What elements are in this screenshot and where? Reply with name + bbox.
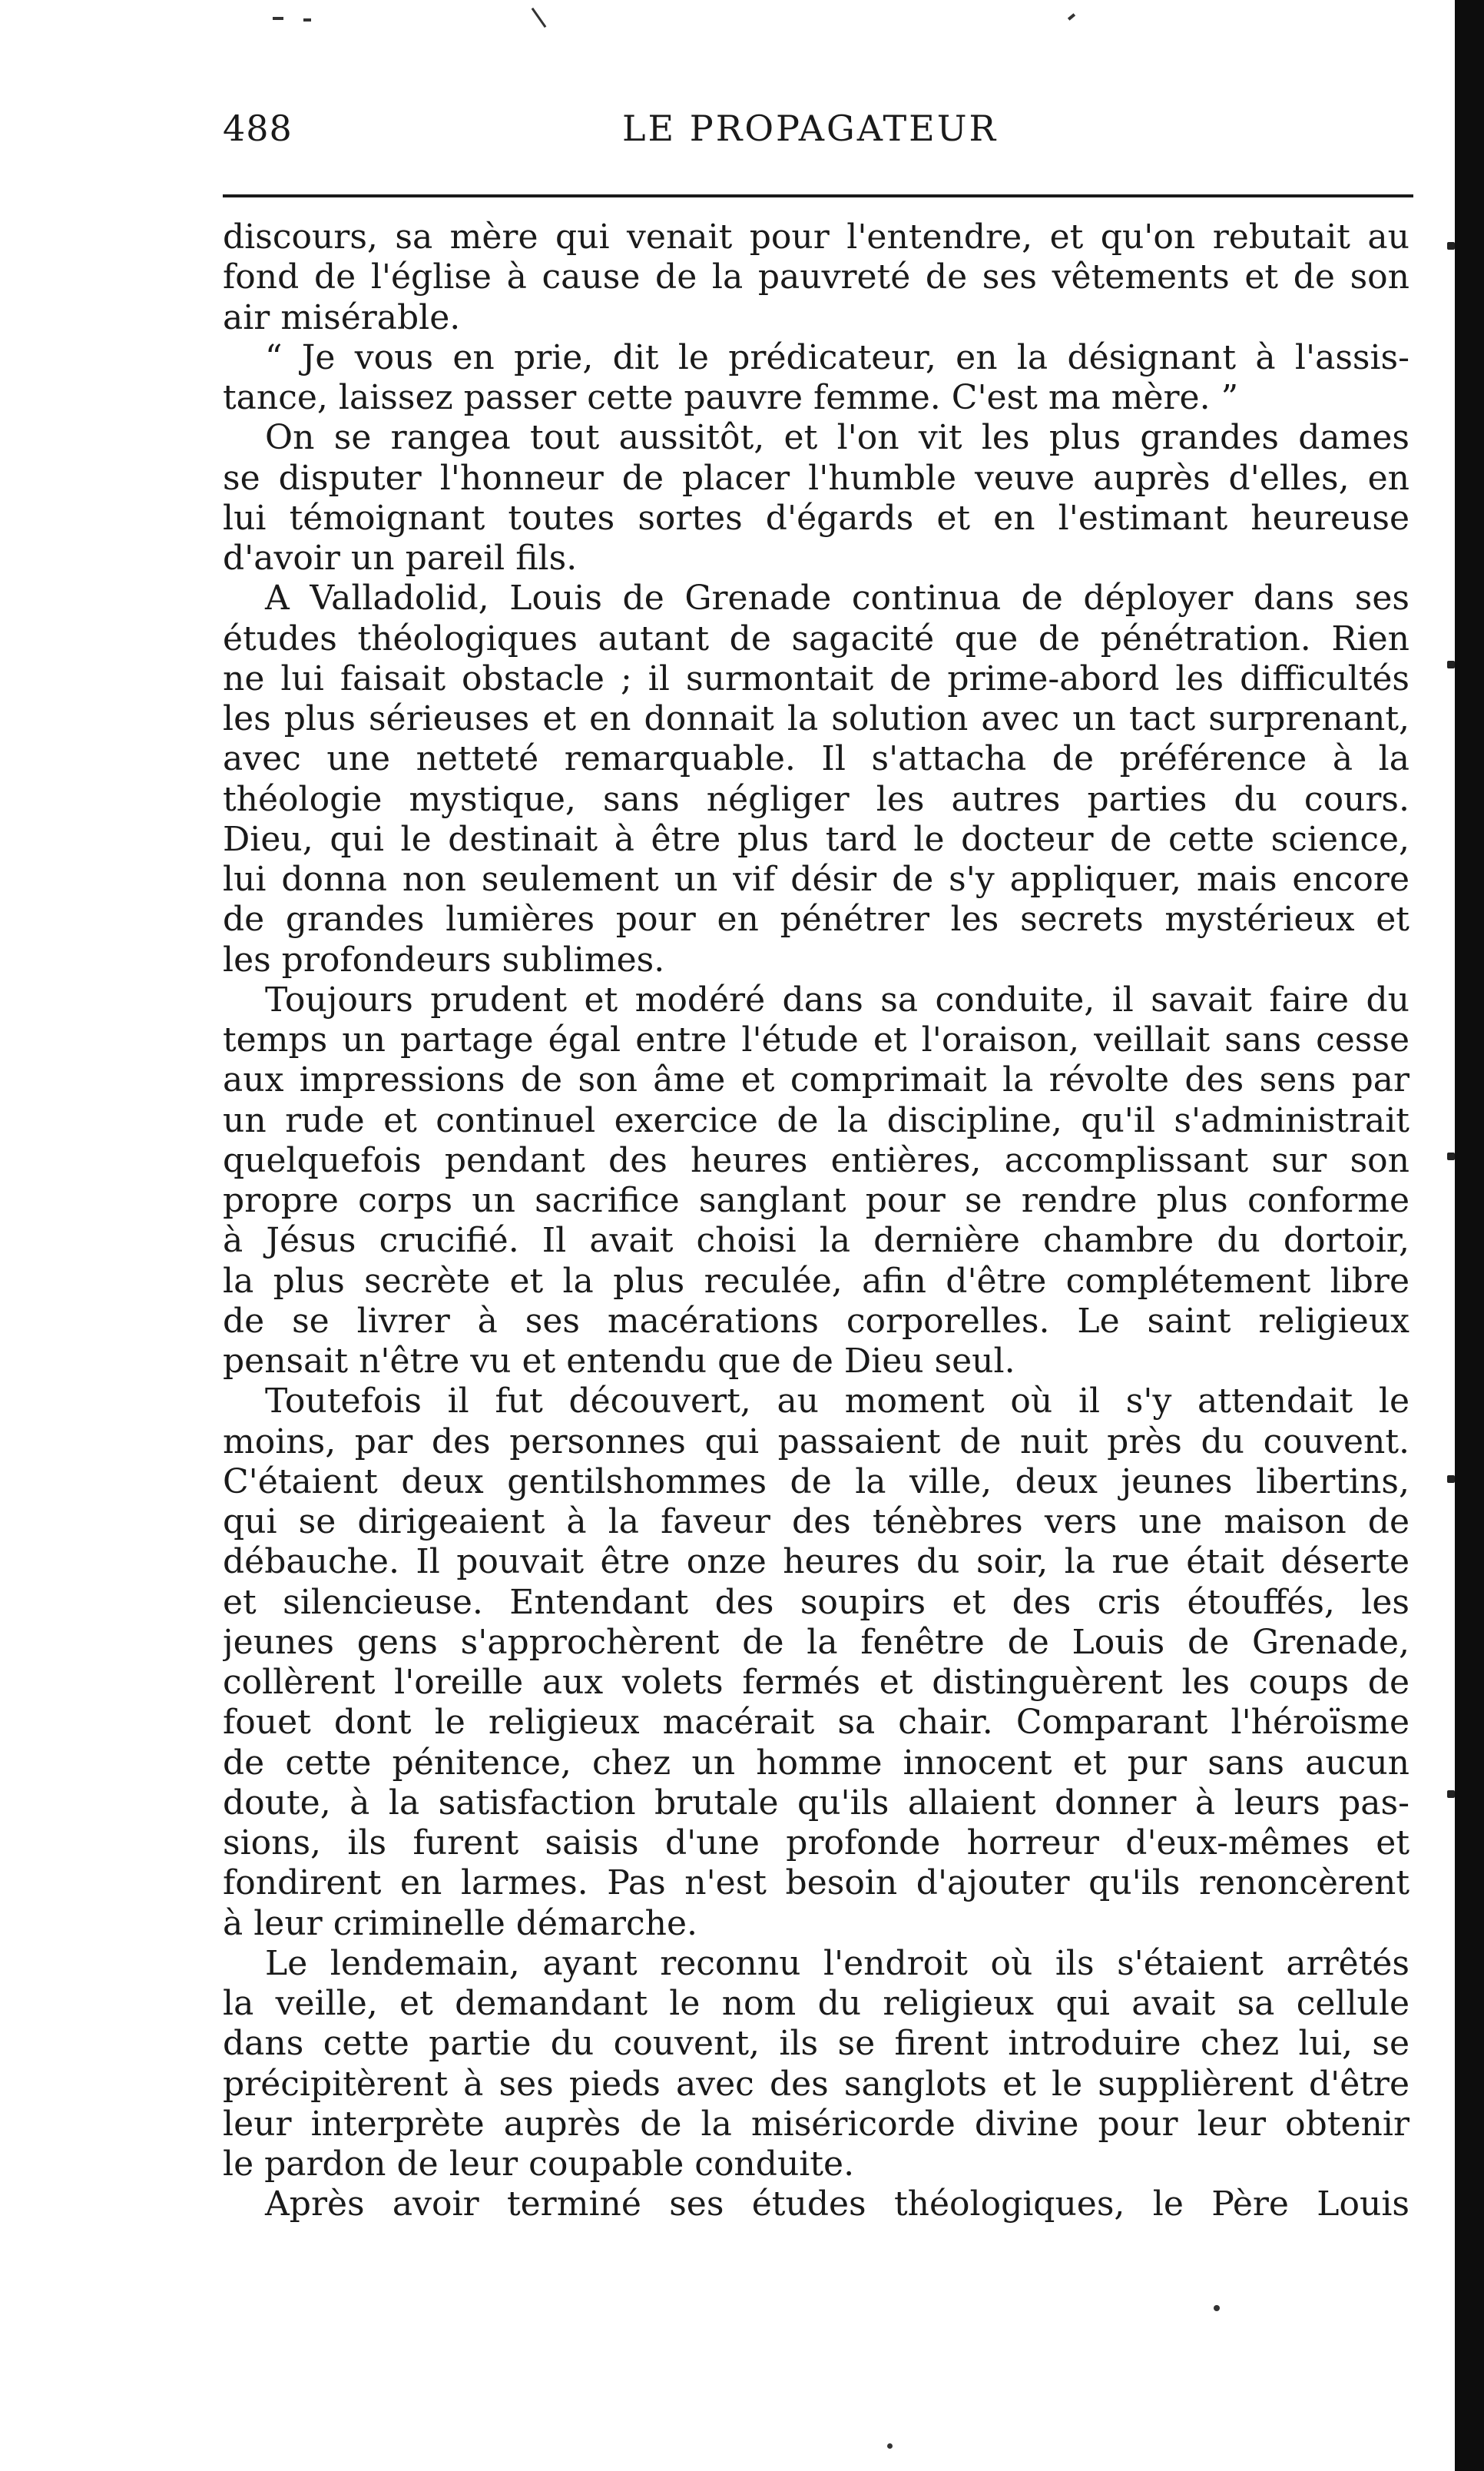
header-rule xyxy=(223,194,1413,197)
text-line: la veille, et demandant le nom du religieux qui avait sa cellule xyxy=(223,1984,1409,2023)
text-line: Toutefois il fut découvert, au moment où il s'y attendait le xyxy=(265,1381,1409,1421)
text-line: air misérable. xyxy=(223,297,461,337)
text-line: propre corps un sacrifice sanglant pour se rendre plus conforme xyxy=(223,1181,1409,1220)
text-line: dans cette partie du couvent, ils se firent introduire chez lui, se xyxy=(223,2024,1409,2064)
text-line: “ Je vous en prie, dit le prédicateur, en la désignant à l'assis- xyxy=(265,337,1409,377)
text-line: tance, laissez passer cette pauvre femme. C'est ma mère. ” xyxy=(223,378,1239,417)
text-line: Le lendemain, ayant reconnu l'endroit où ils s'étaient arrêtés xyxy=(265,1943,1409,1983)
text-line: débauche. Il pouvait être onze heures du soir, la rue était déserte xyxy=(223,1542,1409,1582)
page-header xyxy=(223,108,1406,169)
text-line: Dieu, qui le destinait à être plus tard le docteur de cette science, xyxy=(223,819,1409,859)
text-line: fondirent en larmes. Pas n'est besoin d'ajouter qu'ils renoncèrent xyxy=(223,1863,1409,1903)
text-line: A Valladolid, Louis de Grenade continua de déployer dans ses xyxy=(265,579,1409,619)
text-line: sions, ils furent saisis d'une profonde horreur d'eux-mêmes et xyxy=(223,1823,1409,1862)
text-line: à Jésus crucifié. Il avait choisi la dernière chambre du dortoir, xyxy=(223,1221,1409,1261)
body-text xyxy=(223,217,1409,2225)
text-line: le pardon de leur coupable conduite. xyxy=(223,2144,855,2184)
text-line: de grandes lumières pour en pénétrer les secrets mystérieux et xyxy=(223,900,1409,940)
scan-speck xyxy=(303,18,311,22)
text-line: fond de l'église à cause de la pauvreté de ses vêtements et de son xyxy=(223,257,1409,297)
text-line: doute, à la satisfaction brutale qu'ils allaient donner à leurs pas- xyxy=(223,1783,1409,1823)
text-line: quelquefois pendant des heures entières, accomplissant sur son xyxy=(223,1140,1409,1180)
scan-speck xyxy=(1068,13,1075,20)
text-line: les profondeurs sublimes. xyxy=(223,940,665,980)
text-line: fouet dont le religieux macérait sa chair. Comparant l'héroïsme xyxy=(223,1703,1409,1743)
text-line: jeunes gens s'approchèrent de la fenêtre de Louis de Grenade, xyxy=(223,1622,1409,1662)
text-line: les plus sérieuses et en donnait la solution avec un tact surprenant, xyxy=(223,699,1409,738)
text-line: qui se dirigeaient à la faveur des ténèbres vers une maison de xyxy=(223,1502,1409,1541)
text-line: de cette pénitence, chez un homme innocent et pur sans aucun xyxy=(223,1743,1409,1783)
text-line: lui témoignant toutes sortes d'égards et en l'estimant heureuse xyxy=(223,498,1409,538)
scan-speck xyxy=(1214,2305,1220,2311)
scan-speck xyxy=(887,2443,893,2449)
text-line: la plus secrète et la plus reculée, afin d'être complétement libre xyxy=(223,1261,1409,1301)
text-line: avec une netteté remarquable. Il s'attacha de préférence à la xyxy=(223,739,1409,779)
text-line: un rude et continuel exercice de la discipline, qu'il s'administrait xyxy=(223,1100,1409,1140)
running-title: LE PROPAGATEUR xyxy=(622,108,999,149)
text-line: études théologiques autant de sagacité que de pénétration. Rien xyxy=(223,619,1409,658)
text-line: se disputer l'honneur de placer l'humble veuve auprès d'elles, en xyxy=(223,458,1409,498)
text-line: et silencieuse. Entendant des soupirs et des cris étouffés, les xyxy=(223,1582,1409,1622)
text-line: moins, par des personnes qui passaient de nuit près du couvent. xyxy=(223,1421,1409,1461)
text-line: ne lui faisait obstacle ; il surmontait de prime-abord les difficultés xyxy=(223,658,1409,698)
text-line: d'avoir un pareil fils. xyxy=(223,539,578,578)
text-line: de se livrer à ses macérations corporelles. Le saint religieux xyxy=(223,1301,1409,1341)
text-line: leur interprète auprès de la miséricorde divine pour leur obtenir xyxy=(223,2104,1409,2144)
text-line: Toujours prudent et modéré dans sa conduite, il savait faire du xyxy=(265,980,1409,1020)
scan-edge-marks xyxy=(1439,0,1455,2471)
text-line: lui donna non seulement un vif désir de s'y appliquer, mais encore xyxy=(223,860,1409,899)
text-line: collèrent l'oreille aux volets fermés et distinguèrent les coups de xyxy=(223,1663,1409,1702)
scan-speck xyxy=(273,17,283,20)
scan-edge-bar xyxy=(1455,0,1484,2471)
text-line: Après avoir terminé ses études théologiques, le Père Louis xyxy=(265,2184,1409,2224)
text-line: pensait n'être vu et entendu que de Dieu seul. xyxy=(223,1342,1015,1381)
text-line: temps un partage égal entre l'étude et l'oraison, veillait sans cesse xyxy=(223,1020,1409,1060)
text-line: aux impressions de son âme et comprimait la révolte des sens par xyxy=(223,1060,1409,1100)
scan-speck xyxy=(532,8,547,28)
text-line: théologie mystique, sans négliger les autres parties du cours. xyxy=(223,779,1409,819)
page-number: 488 xyxy=(223,108,293,149)
text-line: On se rangea tout aussitôt, et l'on vit les plus grandes dames xyxy=(265,418,1409,458)
text-line: à leur criminelle démarche. xyxy=(223,1903,697,1943)
text-line: précipitèrent à ses pieds avec des sanglots et le supplièrent d'être xyxy=(223,2064,1409,2104)
text-line: C'étaient deux gentilshommes de la ville, deux jeunes libertins, xyxy=(223,1461,1409,1501)
text-line: discours, sa mère qui venait pour l'entendre, et qu'on rebutait au xyxy=(223,217,1409,257)
